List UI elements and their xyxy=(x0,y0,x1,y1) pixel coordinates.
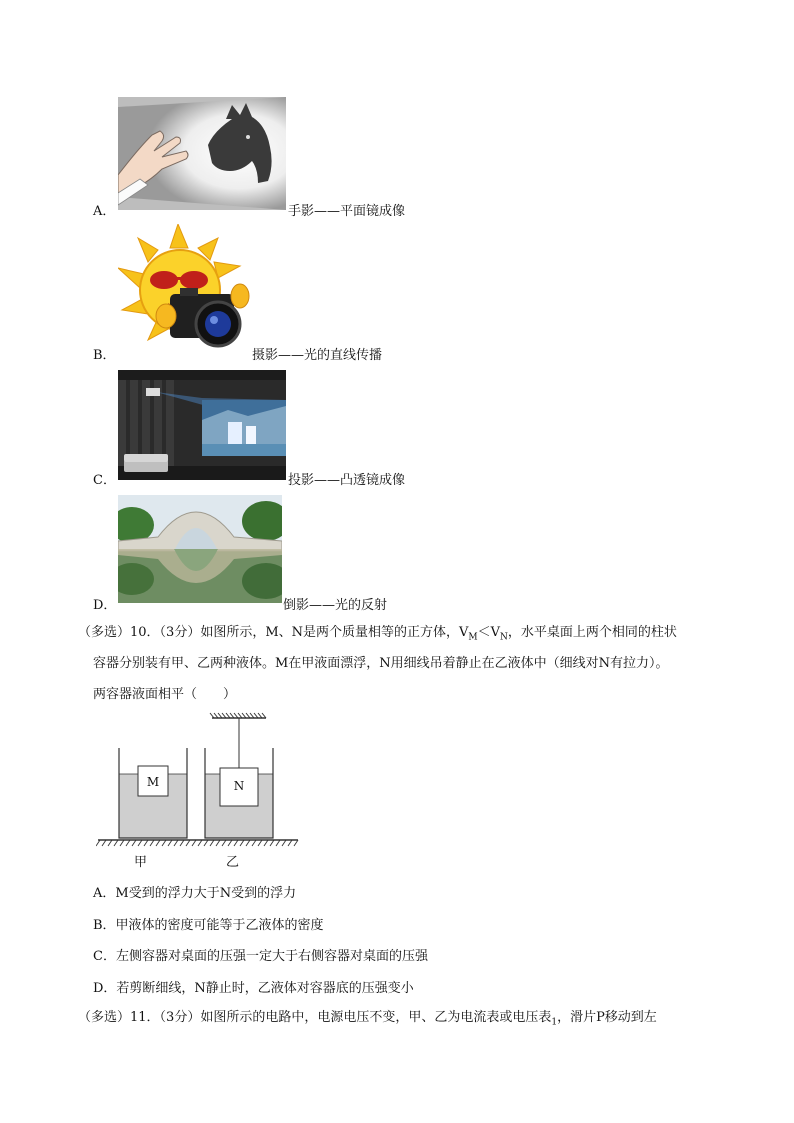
option-b-letter: B． xyxy=(93,348,116,363)
container-right-label: 乙 xyxy=(226,855,240,870)
q10-less-than: ＜V xyxy=(477,625,500,640)
q10-rest: ，水平桌面上两个相同的柱状 xyxy=(507,625,677,640)
block-n-label: N xyxy=(233,779,245,793)
option-d-caption: 倒影——光的反射 xyxy=(283,598,388,613)
bridge-reflection-image xyxy=(118,495,282,603)
q10-choice-b: B．甲液体的密度可能等于乙液体的密度 xyxy=(93,918,324,933)
q10-sub-m: M xyxy=(468,632,478,643)
hand-shadow-image xyxy=(118,97,286,210)
option-c-caption: 投影——凸透镜成像 xyxy=(288,473,406,488)
q10-line-3: 两容器液面相平（ ） xyxy=(93,687,237,702)
q10-sub-n: N xyxy=(500,632,508,643)
sun-camera-image xyxy=(118,224,252,354)
option-d-letter: D． xyxy=(93,598,117,613)
option-b-caption: 摄影——光的直线传播 xyxy=(252,348,383,363)
container-figure xyxy=(96,712,302,872)
option-a-caption: 手影——平面镜成像 xyxy=(288,204,406,219)
container-left-label: 甲 xyxy=(134,855,148,870)
q10-prefix: （多选）10．（3分）如图所示，M、N是两个质量相等的正方体，V xyxy=(78,625,469,640)
projector-room-image xyxy=(118,370,286,480)
q11-sub: 1 xyxy=(551,1017,558,1028)
q11-text: （多选）11．（3分）如图所示的电路中，电源电压不变，甲、乙为电流表或电压表 xyxy=(78,1010,552,1025)
q10-choice-a: A．M受到的浮力大于N受到的浮力 xyxy=(93,886,297,901)
option-a-letter: A． xyxy=(93,204,116,219)
q10-choice-d: D．若剪断细线，N静止时，乙液体对容器底的压强变小 xyxy=(93,981,414,996)
q10-choice-c: C．左侧容器对桌面的压强一定大于右侧容器对桌面的压强 xyxy=(93,949,428,964)
q10-line-2: 容器分别装有甲、乙两种液体。M在甲液面漂浮，N用细线吊着静止在乙液体中（细线对N有拉力）。 xyxy=(93,656,669,671)
option-c-letter: C． xyxy=(93,473,116,488)
block-m-label: M xyxy=(146,775,160,789)
q11-rest: ，滑片P移动到左 xyxy=(557,1010,657,1025)
q11-line-1 xyxy=(78,1002,657,1039)
